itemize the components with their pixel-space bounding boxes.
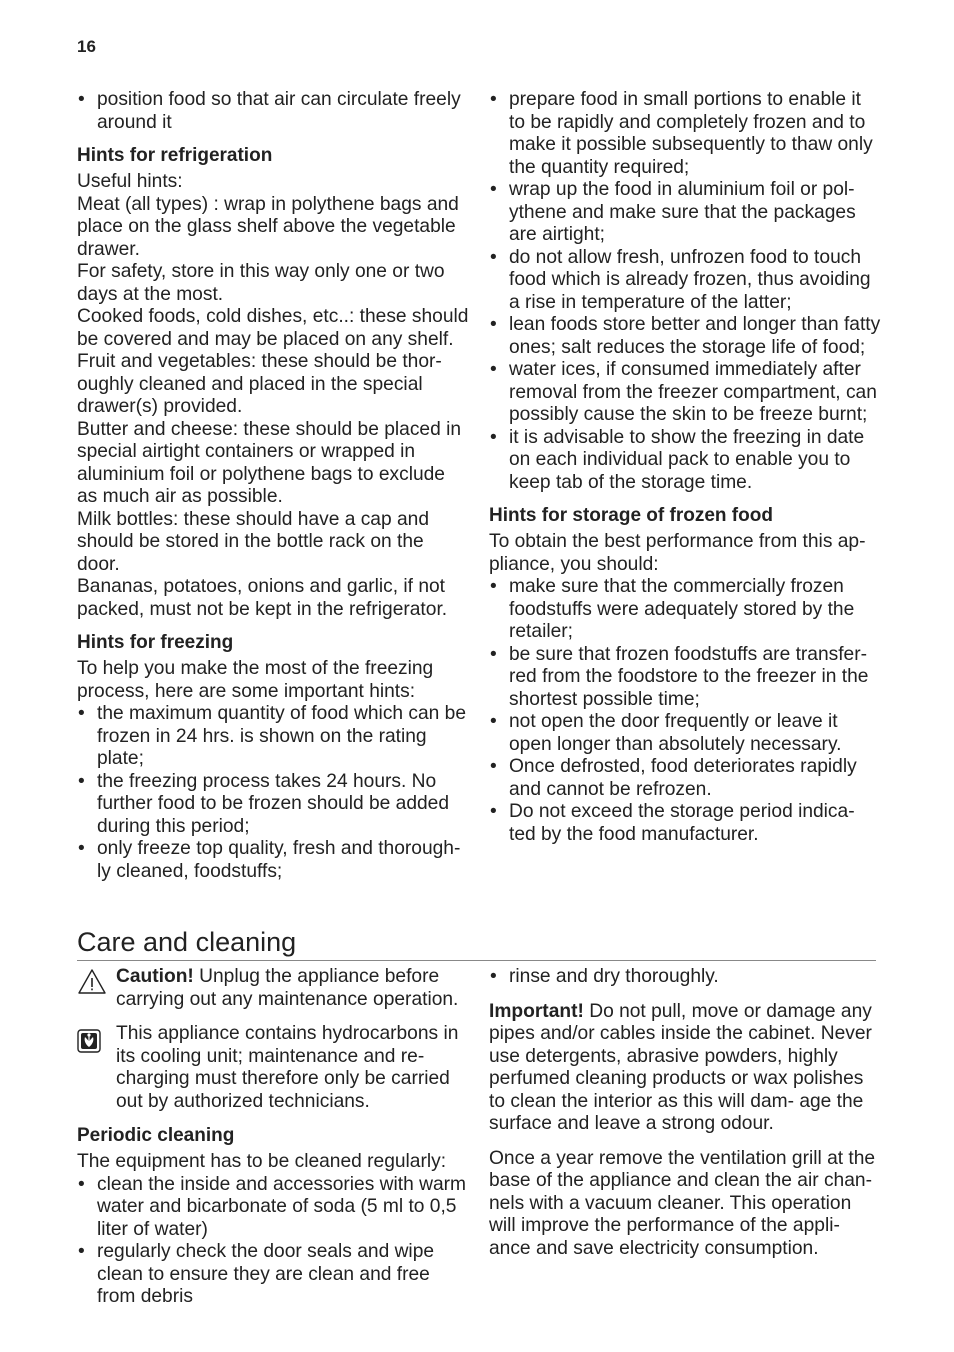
environment-notice (77, 1023, 469, 1113)
hint-line: Milk bottles: these should have a cap and should be stored in the bottle rack on the door. (77, 508, 429, 575)
right-column-bottom (489, 966, 881, 1260)
list-item: • Do not exceed the storage period indica- ted by the food manufacturer. (489, 801, 881, 846)
left-column-bottom (77, 966, 469, 1309)
refrigeration-hints (77, 171, 469, 621)
list-item: • it is advisable to show the freezing in date on each individual pack to enable you to keep tab of the storage time. (489, 427, 881, 495)
list-item: • lean foods store better and longer than fatty ones; salt reduces the storage life of food; (489, 314, 881, 359)
left-column-top (77, 89, 469, 883)
list-item: • not open the door frequently or leave it open longer than absolutely necessary. (489, 711, 881, 756)
list-item: • be sure that frozen foodstuffs are transfer- red from the foodstore to the freezer in the shortest possible time; (489, 644, 881, 712)
caution-notice (77, 966, 469, 1011)
storage-bullet-list (489, 576, 881, 846)
list-item: • regularly check the door seals and wipe clean to ensure they are clean and free from debris (77, 1241, 469, 1309)
intro-bullet-list (77, 89, 469, 134)
hint-line: Cooked foods, cold dishes, etc..: these should be covered and may be placed on any shelf. (77, 306, 469, 350)
storage-intro: To obtain the best performance from this ap- pliance, you should: (489, 531, 866, 575)
list-item: • position food so that air can circulate freely around it (77, 89, 469, 134)
list-item: • the freezing process takes 24 hours. No further food to be frozen should be added during this period; (77, 771, 469, 839)
hint-line: For safety, store in this way only one or two days at the most. (77, 261, 445, 305)
page-number: 16 (77, 37, 96, 56)
list-item: • wrap up the food in aluminium foil or pol- ythene and make sure that the packages are airtight; (489, 179, 881, 247)
ventilation-paragraph: Once a year remove the ventilation grill at the base of the appliance and clean the air chan- nels with a vacuum cleaner. This operation will improve the performance of the appli- ance and save electricity consumption. (489, 1147, 876, 1259)
list-item: • do not allow fresh, unfrozen food to touch food which is already frozen, thus avoiding a rise in temperature of the latter; (489, 247, 881, 315)
periodic-cleaning-heading: Periodic cleaning (77, 1125, 235, 1146)
hint-line: Butter and cheese: these should be placed in special airtight containers or wrapped in aluminium foil or polythene bags to exclude as much air as possible. (77, 418, 462, 507)
list-item: • make sure that the commercially frozen foodstuffs were adequately stored by the retailer; (489, 576, 881, 644)
rinse-bullet-list (489, 966, 881, 989)
list-item: • clean the inside and accessories with warm water and bicarbonate of soda (5 ml to 0,5 liter of water) (77, 1174, 469, 1242)
list-item: • prepare food in small portions to enable it to be rapidly and completely frozen and to make it possible subsequently to thaw only the quantity required; (489, 89, 881, 179)
hint-line: Fruit and vegetables: these should be thor- oughly cleaned and placed in the special drawer(s) provided. (77, 351, 442, 417)
periodic-cleaning-intro: The equipment has to be cleaned regularly: (77, 1151, 447, 1172)
freezing-intro: To help you make the most of the freezing process, here are some important hints: (77, 658, 434, 702)
warning-triangle-icon (77, 968, 107, 996)
list-item: • only freeze top quality, fresh and thorough- ly cleaned, foodstuffs; (77, 838, 469, 883)
hint-line: Bananas, potatoes, onions and garlic, if not packed, must not be kept in the refrigerator. (77, 576, 448, 620)
right-column-top (489, 89, 881, 846)
freezing-bullet-list (77, 703, 469, 883)
hint-line: Meat (all types) : wrap in polythene bags and place on the glass shelf above the vegetable drawer. (77, 193, 459, 260)
freezing-heading: Hints for freezing (77, 632, 234, 653)
freezing-continued-bullet-list (489, 89, 881, 494)
storage-heading: Hints for storage of frozen food (489, 505, 773, 526)
periodic-cleaning-bullet-list (77, 1174, 469, 1309)
caution-text: Unplug the appliance before carrying out any maintenance operation. (116, 966, 459, 1010)
hint-line: Useful hints: (77, 171, 183, 192)
list-item: • the maximum quantity of food which can be frozen in 24 hrs. is shown on the rating plate; (77, 703, 469, 771)
important-label: Important! (489, 1000, 584, 1022)
refrigeration-heading: Hints for refrigeration (77, 145, 273, 166)
list-item: • rinse and dry thoroughly. (489, 966, 881, 989)
list-item: • water ices, if consumed immediately after removal from the freezer compartment, can possibly cause the skin to be freeze burnt; (489, 359, 881, 427)
important-paragraph (489, 1001, 881, 1136)
important-text: Do not pull, move or damage any pipes and/or cables inside the cabinet. Never use detergents, abrasive powders, highly perfumed cleaning products or wax polishes to clean the interior as this will dam- age the surface and leave a strong odour. (489, 1000, 872, 1134)
environment-text: This appliance contains hydrocarbons in its cooling unit; maintenance and re- charging must therefore only be carried out by authorized technicians. (116, 1023, 459, 1112)
list-item: • Once defrosted, food deteriorates rapidly and cannot be refrozen. (489, 756, 881, 801)
environment-info-icon (77, 1029, 107, 1057)
caution-label: Caution! (116, 966, 194, 987)
section-title: Care and cleaning (77, 926, 876, 961)
